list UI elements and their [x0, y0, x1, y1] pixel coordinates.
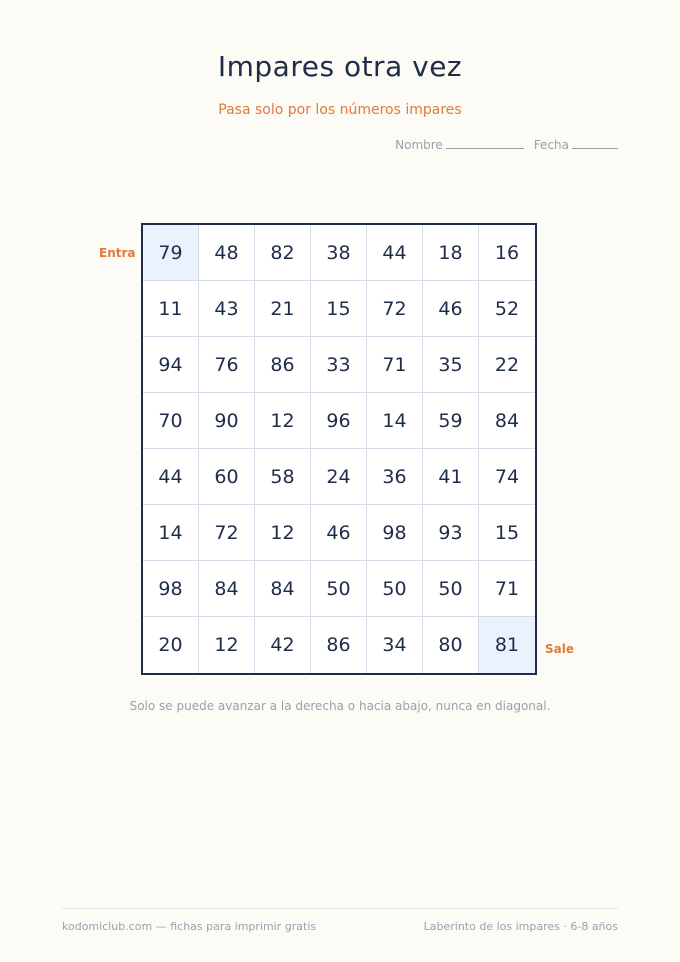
maze-cell: 48 — [199, 225, 255, 281]
instruction-text: Solo se puede avanzar a la derecha o hacia abajo, nunca en diagonal. — [129, 699, 551, 713]
maze-cell: 20 — [143, 617, 199, 673]
maze-cell: 70 — [143, 393, 199, 449]
maze-cell: 46 — [311, 505, 367, 561]
maze-cell: 14 — [367, 393, 423, 449]
maze-cell: 98 — [143, 561, 199, 617]
maze-cell: 50 — [423, 561, 479, 617]
footer-site: kodomiclub.com — fichas para imprimir gratis — [62, 920, 317, 933]
maze-cell: 93 — [423, 505, 479, 561]
maze-cell: 33 — [311, 337, 367, 393]
maze-cell: 76 — [199, 337, 255, 393]
maze-cell: 80 — [423, 617, 479, 673]
maze-cell: 58 — [255, 449, 311, 505]
maze-cell: 14 — [143, 505, 199, 561]
name-blank-line — [446, 148, 524, 149]
maze-cell: 84 — [199, 561, 255, 617]
maze-cell: 86 — [255, 337, 311, 393]
maze-cell: 71 — [479, 561, 535, 617]
maze-cell: 36 — [367, 449, 423, 505]
maze-cell: 50 — [367, 561, 423, 617]
maze-cell: 50 — [311, 561, 367, 617]
maze-cell: 59 — [423, 393, 479, 449]
date-field — [534, 138, 618, 152]
maze-cell: 15 — [479, 505, 535, 561]
maze-cell: 96 — [311, 393, 367, 449]
maze-cell: 72 — [367, 281, 423, 337]
name-field — [395, 138, 524, 152]
maze-cell: 82 — [255, 225, 311, 281]
maze-entry-label: Entra — [99, 246, 136, 260]
maze-cell: 42 — [255, 617, 311, 673]
maze-cell: 90 — [199, 393, 255, 449]
maze-cell: 35 — [423, 337, 479, 393]
maze-cell: 15 — [311, 281, 367, 337]
maze-cell: 21 — [255, 281, 311, 337]
footer-worksheet-name: Laberinto de los impares · 6-8 años — [423, 920, 618, 933]
maze-cell: 18 — [423, 225, 479, 281]
maze-cell: 84 — [479, 393, 535, 449]
page-subtitle: Pasa solo por los números impares — [218, 102, 462, 118]
maze-cell: 72 — [199, 505, 255, 561]
maze-cell: 41 — [423, 449, 479, 505]
maze-cell: 12 — [199, 617, 255, 673]
maze-cell: 44 — [367, 225, 423, 281]
maze-cell: 84 — [255, 561, 311, 617]
maze-cell: 44 — [143, 449, 199, 505]
maze-cell: 11 — [143, 281, 199, 337]
maze-cell: 46 — [423, 281, 479, 337]
footer-divider — [62, 908, 618, 909]
maze-cell: 12 — [255, 505, 311, 561]
student-fields — [395, 138, 618, 152]
maze-cell: 81 — [479, 617, 535, 673]
number-maze-grid — [141, 223, 537, 675]
date-label: Fecha — [533, 138, 569, 152]
maze-cell: 86 — [311, 617, 367, 673]
name-label: Nombre — [395, 138, 443, 152]
maze-cell: 22 — [479, 337, 535, 393]
maze-cell: 24 — [311, 449, 367, 505]
maze-cell: 12 — [255, 393, 311, 449]
date-blank-line — [572, 148, 618, 149]
maze-cell: 71 — [367, 337, 423, 393]
maze-cell: 74 — [479, 449, 535, 505]
maze-exit-label: Sale — [545, 642, 574, 656]
maze-cell: 60 — [199, 449, 255, 505]
maze-cell: 34 — [367, 617, 423, 673]
maze-cell: 79 — [143, 225, 199, 281]
maze-cell: 16 — [479, 225, 535, 281]
maze-cell: 43 — [199, 281, 255, 337]
maze-cell: 94 — [143, 337, 199, 393]
maze-cell: 38 — [311, 225, 367, 281]
page-title: Impares otra vez — [217, 50, 463, 83]
maze-cell: 52 — [479, 281, 535, 337]
maze-cell: 98 — [367, 505, 423, 561]
